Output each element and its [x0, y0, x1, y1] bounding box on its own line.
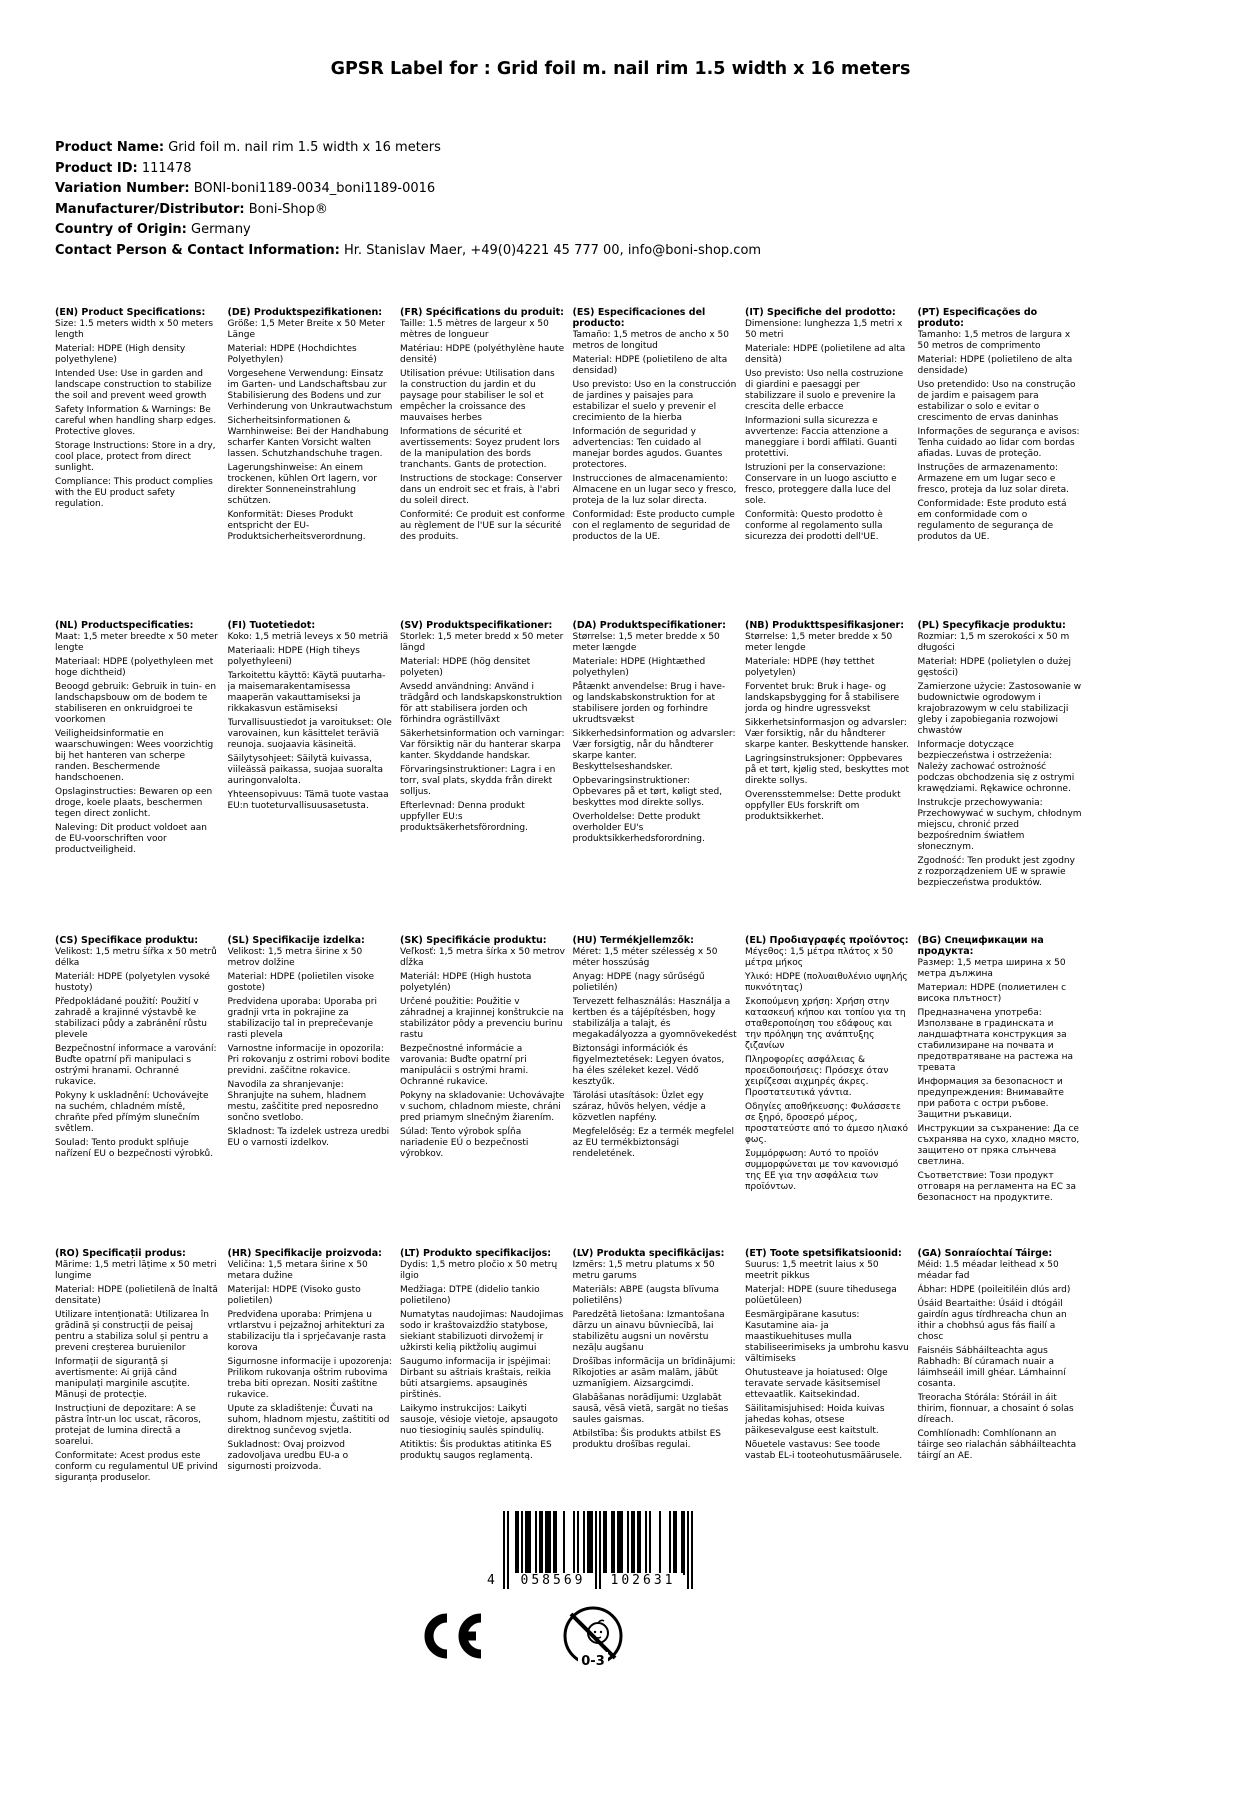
language-block-paragraph: Compliance: This product complies with the EU product safety regulation. — [55, 477, 213, 509]
language-block-paragraph: Matériau: HDPE (polyéthylène haute densité) — [400, 344, 565, 365]
age-warning-icon — [560, 1605, 626, 1677]
language-block-paragraph: Predvidena uporaba: Uporaba pri gradnji vrta in pokrajine za stabilizacijo tal in preprečevanje rasti plevela — [227, 997, 377, 1040]
barcode-right-group-digits: 102631 — [603, 1573, 683, 1588]
language-block-paragraph: Υλικό: HDPE (πολυαιθυλένιο υψηλής πυκνότητας) — [745, 972, 908, 993]
language-block-heading: (IT) Specifiche del prodotto: — [745, 307, 896, 318]
language-block-paragraph: Zamierzone użycie: Zastosowanie w budownictwie ogrodowym i krajobrazowym w celu stabilizacji gleby i zapobiegania rozwojowi chwastów — [917, 682, 1082, 736]
language-block-paragraph: Lagringsinstruksjoner: Oppbevares på et tørt, kjølig sted, beskyttes mot direkte sollys. — [745, 754, 910, 786]
product-name-value: Grid foil m. nail rim 1.5 width x 16 meters — [168, 140, 441, 155]
language-block-en — [55, 307, 220, 620]
language-block-hu — [573, 935, 738, 1248]
language-block-paragraph: Sigurnosne informacije i upozorenja: Prilikom rukovanja oštrim rubovima treba biti oprezan. Nositi zaštitne rukavice. — [227, 1357, 393, 1400]
language-block-paragraph: Materiaal: HDPE (polyethyleen met hoge dichtheid) — [55, 657, 214, 678]
language-block-paragraph: Størrelse: 1,5 meter bredde x 50 meter længde — [572, 632, 720, 653]
language-block-paragraph: Informacje dotyczące bezpieczeństwa i ostrzeżenia: Należy zachować ostrożność podczas obchodzenia się z ostrymi krawędziami. Rękawice ochronne. — [917, 740, 1075, 794]
language-block-paragraph: Varnostne informacije in opozorila: Pri rokovanju z ostrimi robovi bodite previdni. zaščitne rokavice. — [227, 1044, 390, 1076]
language-block-paragraph: Utilizare intenționată: Utilizarea în grădină și construcții de peisaj pentru a stabiliza solul și pentru a preveni creșterea buruienilor — [55, 1310, 209, 1353]
language-grid — [55, 307, 1241, 1487]
language-block-heading: (NB) Produkttspesifikasjoner: — [745, 620, 905, 631]
language-block-paragraph: Upute za skladištenje: Čuvati na suhom, hladnom mjestu, zaštititi od direktnog sunčevog svjetla. — [227, 1404, 390, 1436]
manufacturer-label: Manufacturer/Distributor: — [55, 201, 245, 217]
language-block-paragraph: Turvallisuustiedot ja varoitukset: Ole varovainen, kun käsittelet teräviä reunoja. suojaavia käsineitä. — [227, 718, 392, 750]
language-block-nl — [55, 620, 220, 935]
language-block-paragraph: Numatytas naudojimas: Naudojimas sodo ir kraštovaizdžio statybose, siekiant stabilizuoti dirvožemį ir užkirsti kelią piktžolių augimui — [400, 1310, 564, 1353]
language-block-heading: (PL) Specyfikacje produktu: — [917, 620, 1066, 631]
language-block-paragraph: Bezpečnostné informácie a varovania: Buďte opatrní pri manipulácii s ostrými hrami. Ochranné rukavice. — [400, 1044, 529, 1087]
language-block-sv — [400, 620, 565, 935]
language-block-et — [745, 1248, 910, 1487]
language-block-fi — [228, 620, 393, 935]
language-block-fr — [400, 307, 565, 620]
language-block-paragraph: Materiale: HDPE (høy tetthet polyetylen) — [745, 657, 875, 678]
language-block-paragraph: Yhteensopivuus: Tämä tuote vastaa EU:n tuoteturvallisuusasetusta. — [227, 790, 389, 811]
language-block-paragraph: Informazioni sulla sicurezza e avvertenze: Faccia attenzione a maneggiare i bordi affilati. Guanti protettivi. — [745, 416, 897, 459]
language-block-paragraph: Suurus: 1,5 meetrit laius x 50 meetrit pikkus — [745, 1260, 879, 1281]
language-block-heading: (EL) Προδιαγραφές προϊόντος: — [745, 935, 909, 946]
language-block-paragraph: Förvaringsinstruktioner: Lagra i en torr, sval plats, skydda från direkt solljus. — [400, 765, 556, 797]
language-block-paragraph: Úsáid Beartaithe: Úsáid i dtógáil gairdín agus tírdhreacha chun an ithir a chobhsú agus fás fiailí a chosc — [917, 1299, 1067, 1342]
language-block-heading: (ES) Especificaciones del producto: — [572, 307, 706, 329]
language-block-paragraph: Medžiaga: DTPE (didelio tankio polietileno) — [400, 1285, 540, 1306]
language-block-paragraph: Atitiktis: Šis produktas atitinka ES produktų saugos reglamentą. — [400, 1440, 552, 1461]
language-block-paragraph: Instructions de stockage: Conserver dans un endroit sec et frais, à l'abri du soleil direct. — [400, 474, 563, 506]
language-block-paragraph: Σκοπούμενη χρήση: Χρήση στην κατασκευή κήπου και τοπίου για τη σταθεροποίηση του εδάφους και την πρόληψη της ανάπτυξης ζιζανίων — [745, 997, 906, 1051]
language-block-paragraph: Opbevaringsinstruktioner: Opbevares på et tørt, køligt sted, beskyttes mod direkte sollys. — [572, 776, 723, 808]
language-block-paragraph: Materjal: HDPE (suure tihedusega polüetüleen) — [745, 1285, 897, 1306]
language-block-paragraph: Sikkerhedsinformation og advarsler: Vær forsigtig, når du håndterer skarpe kanter. Beskyttelseshandsker. — [572, 729, 736, 772]
language-block-paragraph: Tamaño: 1,5 metros de ancho x 50 metros de longitud — [572, 330, 729, 351]
language-block-paragraph: Materiāls: ABPE (augsta blīvuma polietilēns) — [572, 1285, 720, 1306]
language-block-paragraph: Ohutusteave ja hoiatused: Olge teravate servade käsitsemisel ettevaatlik. Kaitsekindad. — [745, 1368, 888, 1400]
language-block-heading: (DE) Produktspezifikationen: — [227, 307, 383, 318]
language-block-lv — [573, 1248, 738, 1487]
language-block-paragraph: Säilytysohjeet: Säilytä kuivassa, viileässä paikassa, suojaa suoralta auringonvalolta. — [227, 754, 383, 786]
barcode — [487, 1511, 693, 1603]
language-block-heading: (BG) Спецификации на продукта: — [917, 935, 1044, 957]
language-block-paragraph: Utilisation prévue: Utilisation dans la construction du jardin et du paysage pour stabiliser le sol et empêcher la croissance des mauvaises herbes — [400, 369, 555, 423]
language-block-paragraph: Předpokládané použití: Použití v zahradě a krajinné výstavbě ke stabilizaci půdy a zabránění růstu plevele — [55, 997, 207, 1040]
language-block-ro — [55, 1248, 220, 1487]
language-block-heading: (LV) Produkta specifikācijas: — [572, 1248, 725, 1259]
language-block-paragraph: Storlek: 1,5 meter bredd x 50 meter längd — [400, 632, 564, 653]
language-block-paragraph: Mărime: 1,5 metri lățime x 50 metri lungime — [55, 1260, 217, 1281]
language-block-paragraph: Material: HDPE (polietileno de alta densidade) — [917, 355, 1073, 376]
language-block-paragraph: Drošības informācija un brīdinājumi: Rīkojoties ar asām malām, jābūt uzmanīgiem. Aizsargcimdi. — [572, 1357, 736, 1389]
language-block-heading: (FR) Spécifications du produit: — [400, 307, 564, 318]
language-block-paragraph: Material: HDPE (hög densitet polyeten) — [400, 657, 531, 678]
language-block-paragraph: Uso previsto: Uso en la construcción de jardines y paisajes para estabilizar el suelo y prevenir el crecimiento de la hierba — [572, 380, 737, 423]
language-block-paragraph: Materijal: HDPE (Visoko gusto polietilen) — [227, 1285, 361, 1306]
language-block-heading: (RO) Specificații produs: — [55, 1248, 186, 1259]
language-block-paragraph: Biztonsági információk és figyelmeztetések: Legyen óvatos, ha éles széleket kezel. Védő kesztyűk. — [572, 1044, 725, 1087]
product-name-row — [55, 138, 1241, 159]
language-block-heading: (HR) Specifikacije proizvoda: — [227, 1248, 382, 1259]
language-block-heading: (FI) Tuotetiedot: — [227, 620, 316, 631]
language-block-es — [573, 307, 738, 620]
language-block-paragraph: Informations de sécurité et avertissements: Soyez prudent lors de la manipulation des bords tranchants. Gants de protection. — [400, 427, 560, 470]
language-block-paragraph: Méret: 1,5 méter szélesség x 50 méter hosszúság — [572, 947, 718, 968]
language-block-heading: (SK) Špecifikácie produktu: — [400, 935, 547, 946]
language-block-paragraph: Vorgesehene Verwendung: Einsatz im Garten- und Landschaftsbau zur Stabilisierung des Bodens und zur Verhinderung von Unkrautwachstum — [227, 369, 393, 412]
ce-mark-icon — [410, 1613, 486, 1663]
manufacturer-value: Boni-Shop® — [248, 201, 328, 217]
language-block-paragraph: Conformité: Ce produit est conforme au règlement de l'UE sur la sécurité des produits. — [400, 510, 565, 542]
language-block-paragraph: Säkerhetsinformation och varningar: Var försiktig när du hanterar skarpa kanter. Skyddande handskar. — [400, 729, 565, 761]
language-block-paragraph: Velikost: 1,5 metru šířka x 50 metrů délka — [55, 947, 217, 968]
language-block-heading: (SL) Specifikacije izdelka: — [227, 935, 365, 946]
language-block-paragraph: Οδηγίες αποθήκευσης: Φυλάσσετε σε ξηρό, δροσερό μέρος, προστατεύστε από το άμεσο ηλιακό φως. — [745, 1102, 908, 1145]
footer-zone — [0, 1503, 1241, 1708]
contact-value: Hr. Stanislav Maer, +49(0)4221 45 777 00, info@boni-shop.com — [344, 242, 762, 258]
language-block-paragraph: Megfelelőség: Ez a termék megfelel az EU termékbiztonsági rendeletének. — [572, 1127, 734, 1159]
language-block-paragraph: Méid: 1.5 méadar leithead x 50 méadar fad — [917, 1260, 1059, 1281]
language-block-paragraph: Påtænkt anvendelse: Brug i have- og landskabskonstruktion for at stabilisere jorden og forhindre ukrudtsvækst — [572, 682, 726, 725]
language-block-lt — [400, 1248, 565, 1487]
language-block-paragraph: Uso pretendido: Uso na construção de jardim e paisagem para estabilizar o solo e evitar o crescimento de ervas daninhas — [917, 380, 1076, 423]
language-block-de — [228, 307, 393, 620]
language-block-paragraph: Materiál: HDPE (High hustota polyetylén) — [400, 972, 532, 993]
language-block-hr — [228, 1248, 393, 1487]
language-block-paragraph: Pokyny k uskladnění: Uchovávejte na suchém, chladném místě, chraňte před přímým slunečním světlem. — [55, 1091, 209, 1134]
language-block-paragraph: Zgodność: Ten produkt jest zgodny z rozporządzeniem UE w sprawie bezpieczeństwa produktów. — [917, 856, 1075, 888]
language-block-paragraph: Taille: 1.5 mètres de largeur x 50 mètres de longueur — [400, 319, 549, 340]
product-id-row — [55, 159, 1241, 180]
language-block-nb — [745, 620, 910, 935]
language-block-paragraph: Istruzioni per la conservazione: Conservare in un luogo asciutto e fresco, proteggere dalla luce del sole. — [745, 463, 897, 506]
language-block-paragraph: Storage Instructions: Store in a dry, cool place, protect from direct sunlight. — [55, 441, 216, 473]
language-block-paragraph: Размер: 1,5 метра ширина x 50 метра дължина — [917, 958, 1066, 979]
language-block-paragraph: Información de seguridad y advertencias: Ten cuidado al manejar bordes agudos. Guantes protectores. — [572, 427, 723, 470]
language-block-paragraph: Nõuetele vastavus: See toode vastab EL-i tooteohutusmäärusele. — [745, 1440, 903, 1461]
language-block-paragraph: Konformität: Dieses Produkt entspricht der EU-Produktsicherheitsverordnung. — [227, 510, 366, 542]
country-of-origin-label: Country of Origin: — [55, 222, 187, 237]
country-of-origin-value: Germany — [191, 222, 251, 237]
language-block-paragraph: Informações de segurança e avisos: Tenha cuidado ao lidar com bordas afiadas. Luvas de proteção. — [917, 427, 1080, 459]
language-block-paragraph: Материал: HDPE (полиетилен с висока плътност) — [917, 983, 1067, 1004]
language-block-paragraph: Overholdelse: Dette produkt overholder EU's produktsikkerhedsforordning. — [572, 812, 705, 844]
contact-row — [55, 241, 1241, 262]
language-block-paragraph: Instrucțiuni de depozitare: A se păstra într-un loc uscat, răcoros, protejat de lumina directă a soarelui. — [55, 1404, 202, 1447]
language-block-paragraph: Safety Information & Warnings: Be careful when handling sharp edges. Protective gloves. — [55, 405, 217, 437]
language-block-paragraph: Velikost: 1,5 metra širine x 50 metrov dolžine — [227, 947, 363, 968]
language-block-paragraph: Instrukcje przechowywania: Przechowywać w suchym, chłodnym miejscu, chronić przed bezpośrednim światłem słonecznym. — [917, 798, 1082, 852]
language-block-paragraph: Materiál: HDPE (polyetylen vysoké hustoty) — [55, 972, 210, 993]
language-block-paragraph: Intended Use: Use in garden and landscape construction to stabilize the soil and prevent weed growth — [55, 369, 212, 401]
language-block-paragraph: Conformità: Questo prodotto è conforme al regolamento sulla sicurezza dei prodotti dell'UE. — [745, 510, 883, 542]
language-block-heading: (NL) Productspecificaties: — [55, 620, 194, 631]
language-block-paragraph: Laikymo instrukcijos: Laikyti sausoje, vėsioje vietoje, apsaugoto nuo tiesioginių saulės spindulių. — [400, 1404, 558, 1436]
language-block-paragraph: Πληροφορίες ασφάλειας & προειδοποιήσεις: Πρόσεχε όταν χειρίζεσαι αιχμηρές άκρες. Προστατευτικά γάντια. — [745, 1055, 889, 1098]
language-block-paragraph: Συμμόρφωση: Αυτό το προϊόν συμμορφώνεται με τον κανονισμό της ΕΕ για την ασφάλεια των προϊόντων. — [745, 1149, 899, 1192]
language-block-cs — [55, 935, 220, 1248]
language-block-paragraph: Предназначена употреба: Използване в градинската и ландшафтната конструкция за стабилизиране на почвата и предотвратяване на растежа на тревата — [917, 1008, 1073, 1073]
language-block-heading: (CS) Specifikace produktu: — [55, 935, 199, 946]
barcode-left-group-digits: 058569 — [513, 1573, 593, 1588]
language-block-heading: (GA) Sonraíochtaí Táirge: — [917, 1248, 1053, 1259]
language-block-paragraph: Koko: 1,5 metriä leveys x 50 metriä — [227, 632, 389, 642]
gpsr-label-page — [0, 56, 1241, 1810]
country-of-origin-row — [55, 220, 1241, 241]
language-block-paragraph: Material: HDPE (polietilen visoke gostote) — [227, 972, 374, 993]
language-block-paragraph: Material: HDPE (Hochdichtes Polyethylen) — [227, 344, 357, 365]
language-block-paragraph: Съответствие: Този продукт отговаря на регламента на ЕС за безопасност на продуктите. — [917, 1171, 1077, 1203]
language-block-paragraph: Μέγεθος: 1,5 μέτρα πλάτος x 50 μέτρα μήκος — [745, 947, 894, 968]
language-block-paragraph: Инструкции за съхранение: Да се съхранява на сухо, хладно място, защитено от пряка слънчева светлина. — [917, 1124, 1080, 1167]
barcode-first-digit: 4 — [487, 1573, 495, 1588]
language-block-paragraph: Säilitamisjuhised: Hoida kuivas jahedas kohas, otsese päikesevalguse eest kaitstult. — [745, 1404, 885, 1436]
language-block-paragraph: Lagerungshinweise: An einem trockenen, kühlen Ort lagern, vor direkter Sonneneinstrahlung schützen. — [227, 463, 377, 506]
language-block-paragraph: Conformidad: Este producto cumple con el reglamento de seguridad de productos de la UE. — [572, 510, 735, 542]
contact-label: Contact Person & Contact Information: — [55, 242, 340, 258]
language-block-paragraph: Faisnéis Sábháilteachta agus Rabhadh: Bí cúramach nuair a láimhseáil imill ghéar. Lámhainní cosanta. — [917, 1346, 1066, 1389]
language-block-paragraph: Materiale: HDPE (Hightæthed polyethylen) — [572, 657, 706, 678]
language-block-paragraph: Material: HDPE (High density polyethylene) — [55, 344, 186, 365]
language-block-paragraph: Sicherheitsinformationen & Warnhinweise: Bei der Handhabung scharfer Kanten Vorsicht walten lassen. Schutzhandschuhe tragen. — [227, 416, 389, 459]
product-id-value: 111478 — [141, 160, 192, 176]
language-block-paragraph: Efterlevnad: Denna produkt uppfyller EU:s produktsäkerhetsförordning. — [400, 801, 528, 833]
language-block-heading: (SV) Produktspecifikationer: — [400, 620, 553, 631]
language-block-heading: (PT) Especificações do produto: — [917, 307, 1038, 329]
language-block-paragraph: Paredzētā lietošana: Izmantošana dārzu un ainavu būvniecībā, lai stabilizētu augsni un novērstu nezāļu augšanu — [572, 1310, 725, 1353]
age-warning-text: 0-3 — [581, 1654, 605, 1669]
language-block-paragraph: Информация за безопасност и предупреждения: Внимавайте при работа с остри ръбове. Защитни ръкавици. — [917, 1077, 1064, 1120]
language-block-paragraph: Materiał: HDPE (polietylen o dużej gęstości) — [917, 657, 1071, 678]
language-block-paragraph: Rozmiar: 1,5 m szerokości x 50 m długości — [917, 632, 1070, 653]
language-block-paragraph: Größe: 1,5 Meter Breite x 50 Meter Länge — [227, 319, 385, 340]
language-block-paragraph: Treoracha Stórála: Stóráil in áit thirim, fionnuar, a chosaint ó solas díreach. — [917, 1393, 1074, 1425]
language-block-paragraph: Tervezett felhasználás: Használja a kertben és a tájépítésben, hogy stabilizálja a talajt, és megakadályozza a gyomnövekedést — [572, 997, 737, 1040]
language-block-paragraph: Informații de siguranță și avertismente: Ai grijă când manipulați marginile ascuțite. Mănuși de protecție. — [55, 1357, 190, 1400]
language-block-heading: (LT) Produkto specifikacijos: — [400, 1248, 552, 1259]
language-block-paragraph: Avsedd användning: Använd i trädgård och landskapskonstruktion för att stabilisera jorden och förhindra ogrästillväxt — [400, 682, 563, 725]
language-block-paragraph: Tárolási utasítások: Üzlet egy száraz, hűvös helyen, védje a közvetlen napfény. — [572, 1091, 706, 1123]
language-block-paragraph: Veľkosť: 1,5 metra šírka x 50 metrov dĺžka — [400, 947, 565, 968]
language-block-da — [573, 620, 738, 935]
manufacturer-row — [55, 200, 1241, 221]
product-info — [55, 138, 1241, 261]
variation-number-row — [55, 179, 1241, 200]
language-block-paragraph: Soulad: Tento produkt splňuje nařízení EU o bezpečnosti výrobků. — [55, 1138, 214, 1159]
language-block-paragraph: Conformidade: Este produto está em conformidade com o regulamento de segurança de produtos da UE. — [917, 499, 1067, 542]
language-block-pl — [918, 620, 1083, 935]
language-block-paragraph: Atbilstība: Šis produkts atbilst ES produktu drošības regulai. — [572, 1429, 722, 1450]
language-block-paragraph: Maat: 1,5 meter breedte x 50 meter lengte — [55, 632, 218, 653]
page-title: GPSR Label for : Grid foil m. nail rim 1.5 width x 16 meters — [330, 59, 911, 79]
language-block-paragraph: Izmērs: 1,5 metru platums x 50 metru garums — [572, 1260, 715, 1281]
language-block-heading: (ET) Toote spetsifikatsioonid: — [745, 1248, 902, 1259]
variation-number-label: Variation Number: — [55, 181, 190, 196]
product-id-label: Product ID: — [55, 160, 138, 176]
language-block-paragraph: Tamanho: 1,5 metros de largura x 50 metros de comprimento — [917, 330, 1071, 351]
language-block-paragraph: Ábhar: HDPE (poileitiléin dlús ard) — [917, 1285, 1071, 1295]
language-block-paragraph: Instrucciones de almacenamiento: Almacene en un lugar seco y fresco, proteja de la luz solar directa. — [572, 474, 737, 506]
language-block-paragraph: Størrelse: 1,5 meter bredde x 50 meter lengde — [745, 632, 893, 653]
language-block-paragraph: Sikkerhetsinformasjon og advarsler: Vær forsiktig, når du håndterer skarpe kanter. Beskyttende hansker. — [745, 718, 909, 750]
language-block-bg — [918, 935, 1083, 1248]
language-block-sl — [228, 935, 393, 1248]
language-block-el — [745, 935, 910, 1248]
language-block-paragraph: Saugumo informacija ir įspėjimai: Dirbant su aštriais kraštais, reikia būti atsargiems. apsauginės pirštinės. — [400, 1357, 552, 1400]
language-block-paragraph: Predviđena uporaba: Primjena u vrtlarstvu i pejzažnoj arhitekturi za stabilizaciju tla i sprječavanje rasta korova — [227, 1310, 386, 1353]
language-block-ga — [918, 1248, 1083, 1487]
language-block-paragraph: Navodila za shranjevanje: Shranjujte na suhem, hladnem mestu, zaščitite pred neposredno sončno svetlobo. — [227, 1080, 379, 1123]
language-block-sk — [400, 935, 565, 1248]
language-block-paragraph: Dimensione: lunghezza 1,5 metri x 50 metri — [745, 319, 903, 340]
language-block-paragraph: Instruções de armazenamento: Armazene em um lugar seco e fresco, proteja da luz solar direta. — [917, 463, 1070, 495]
language-block-paragraph: Material: HDPE (polietilenă de înaltă densitate) — [55, 1285, 218, 1306]
language-block-heading: (DA) Produktspecifikationer: — [572, 620, 726, 631]
language-block-paragraph: Glabāšanas norādījumi: Uzglabāt sausā, vēsā vietā, sargāt no tiešas saules gaismas. — [572, 1393, 729, 1425]
product-name-label: Product Name: — [55, 140, 165, 155]
language-block-paragraph: Naleving: Dit product voldoet aan de EU-voorschriften voor productveiligheid. — [55, 823, 207, 855]
language-block-paragraph: Forventet bruk: Bruk i hage- og landskapsbygging for å stabilisere jorda og hindre ugressvekst — [745, 682, 900, 714]
language-block-paragraph: Súlad: Tento výrobok spĺňa nariadenie EÚ o bezpečnosti výrobkov. — [400, 1127, 529, 1159]
language-block-paragraph: Materiale: HDPE (polietilene ad alta densità) — [745, 344, 906, 365]
language-block-heading: (EN) Product Specifications: — [55, 307, 206, 318]
language-block-paragraph: Materiaali: HDPE (High tiheys polyethyleeni) — [227, 646, 360, 667]
language-block-heading: (HU) Termékjellemzők: — [572, 935, 694, 946]
language-block-paragraph: Bezpečnostní informace a varování: Buďte opatrní při manipulaci s ostrými hranami. Ochranné rukavice. — [55, 1044, 217, 1087]
language-block-paragraph: Anyag: HDPE (nagy sűrűségű polietilén) — [572, 972, 705, 993]
language-block-paragraph: Opslaginstructies: Bewaren op een droge, koele plaats, beschermen tegen direct zonlicht. — [55, 787, 213, 819]
variation-number-value: BONI-boni1189-0034_boni1189-0016 — [193, 181, 436, 196]
language-block-pt — [918, 307, 1083, 620]
language-block-paragraph: Beoogd gebruik: Gebruik in tuin- en landschapsbouw om de bodem te stabiliseren en onkruidgroei te voorkomen — [55, 682, 217, 725]
language-block-paragraph: Sukladnost: Ovaj proizvod zadovoljava uredbu EU-a o sigurnosti proizvoda. — [227, 1440, 349, 1472]
language-block-paragraph: Uso previsto: Uso nella costruzione di giardini e paesaggi per stabilizzare il suolo e prevenire la crescita delle erbacce — [745, 369, 904, 412]
language-block-paragraph: Skladnost: Ta izdelek ustreza uredbi EU o varnosti izdelkov. — [227, 1127, 390, 1148]
language-block-paragraph: Pokyny na skladovanie: Uchovávajte v suchom, chladnom mieste, chráni pred priamym slnečným žiarením. — [400, 1091, 565, 1123]
language-block-paragraph: Material: HDPE (polietileno de alta densidad) — [572, 355, 728, 376]
language-block-paragraph: Conformitate: Acest produs este conform cu regulamentul UE privind siguranța produselor. — [55, 1451, 218, 1483]
language-block-paragraph: Určené použitie: Použitie v záhradnej a krajinnej konštrukcie na stabilizátor pôdy a prevenciu burinu rastu — [400, 997, 564, 1040]
language-block-paragraph: Size: 1.5 meters width x 50 meters length — [55, 319, 214, 340]
language-block-paragraph: Overensstemmelse: Dette produkt oppfyller EUs forskrift om produktsikkerhet. — [745, 790, 901, 822]
language-block-paragraph: Eesmärgipärane kasutus: Kasutamine aia- ja maastikuehituses mulla stabiliseerimiseks ja umbrohu kasvu vältimiseks — [745, 1310, 909, 1364]
language-block-paragraph: Dydis: 1,5 metro pločio x 50 metrų ilgio — [400, 1260, 558, 1281]
language-block-paragraph: Tarkoitettu käyttö: Käytä puutarha- ja maisemarakentamisessa maaperän vakauttamiseksi ja rikkakasvun estämiseksi — [227, 671, 386, 714]
language-block-paragraph: Veličina: 1,5 metara širine x 50 metara dužine — [227, 1260, 368, 1281]
language-block-it — [745, 307, 910, 620]
language-block-paragraph: Comhlíonadh: Comhlíonann an táirge seo rialachán sábháilteachta táirgí an AE. — [917, 1429, 1077, 1461]
language-block-paragraph: Veiligheidsinformatie en waarschuwingen: Wees voorzichtig bij het hanteren van scherpe randen. Beschermende handschoenen. — [55, 729, 214, 783]
